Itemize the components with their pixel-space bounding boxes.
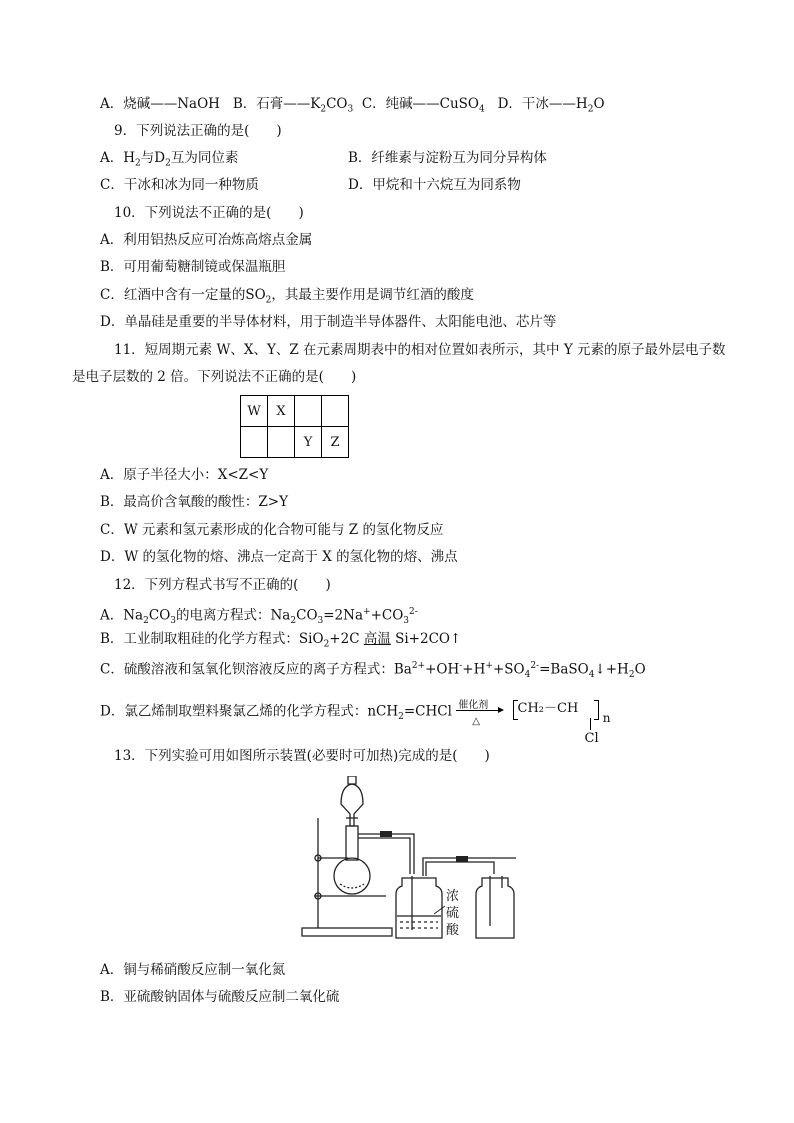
q11-option-c: C．W 元素和氢元素形成的化合物可能与 Z 的氢化物反应 bbox=[100, 522, 444, 538]
q9-option-a: A．$H_2$与$D_2$互为同位素 bbox=[100, 150, 239, 169]
q12-option-d: D．氯乙烯制取塑料聚氯乙烯的化学方程式：nCH$_2$=CHCl 催化剂 △ CH₂－CH n Cl bbox=[100, 700, 611, 746]
apparatus-diagram bbox=[296, 776, 526, 944]
q10-option-a: A．利用铝热反应可冶炼高熔点金属 bbox=[100, 232, 313, 248]
delivery-tube-1 bbox=[358, 834, 414, 874]
q12-stem: 12．下列方程式书写不正确的( ) bbox=[114, 577, 331, 593]
q9-option-b: B．纤维素与淀粉互为同分异构体 bbox=[348, 150, 547, 166]
label-acid: 酸 bbox=[446, 923, 460, 938]
q11-option-d: D．W 的氢化物的熔、沸点一定高于 X 的氢化物的熔、沸点 bbox=[100, 549, 458, 565]
separatory-funnel bbox=[341, 784, 363, 826]
q13-option-b: B．亚硫酸钠固体与硫酸反应制二氧化硫 bbox=[100, 989, 340, 1005]
stand-base bbox=[302, 928, 392, 936]
q11-option-a: A．原子半径大小：X<Z<Y bbox=[100, 467, 269, 483]
q13-stem: 13．下列实验可用如图所示装置(必要时可加热)完成的是( ) bbox=[114, 748, 490, 764]
table-cell: Y bbox=[295, 427, 322, 458]
delivery-tube-1-inner bbox=[358, 838, 410, 874]
q9-stem: 9．下列说法正确的是( ) bbox=[114, 123, 282, 139]
flask-contents bbox=[340, 884, 364, 888]
q10-option-d: D．单晶硅是重要的半导体材料，用于制造半导体器件、太阳能电池、芯片等 bbox=[100, 314, 557, 330]
q8-options: A．烧碱——NaOH B．石膏$——K_2CO_3$ C．纯碱——CuSO$_4$ D．干冰$——H_2O$ bbox=[100, 96, 605, 115]
table-cell bbox=[322, 396, 349, 427]
table-cell bbox=[295, 396, 322, 427]
q12-option-a: A．$Na_2CO_3$的电离方程式：$Na_2CO_3=2Na^++CO_3^{2-}$ bbox=[100, 607, 418, 627]
label-sulfuric: 硫 bbox=[446, 906, 460, 921]
q9-option-c: C．干冰和冰为同一种物质 bbox=[100, 177, 259, 193]
periodic-table-fragment bbox=[240, 395, 349, 458]
q13-option-a: A．铜与稀硝酸反应制一氧化氮 bbox=[100, 962, 286, 978]
label-leader bbox=[434, 906, 445, 914]
q11-stem-line1: 11．短周期元素 W、X、Y、Z 在元素周期表中的相对位置如表所示，其中 Y 元素的原子最外层电子数 bbox=[114, 342, 726, 358]
table-cell: W bbox=[241, 396, 268, 427]
q10-option-b: B．可用葡萄糖制镜或保温瓶胆 bbox=[100, 259, 286, 275]
table-cell: X bbox=[268, 396, 295, 427]
polymer-formula: CH₂－CH n Cl bbox=[513, 700, 611, 724]
q11-stem-line2: 是电子层数的 2 倍。下列说法不正确的是( ) bbox=[72, 369, 357, 385]
reaction-arrow: 催化剂 △ bbox=[456, 703, 504, 721]
table-cell bbox=[268, 427, 295, 458]
table-cell: Z bbox=[322, 427, 349, 458]
q10-stem: 10．下列说法不正确的是( ) bbox=[114, 205, 304, 221]
q11-option-b: B．最高价含氧酸的酸性：Z>Y bbox=[100, 494, 289, 510]
gas-washing-bottle-1 bbox=[396, 878, 442, 938]
table-cell bbox=[241, 427, 268, 458]
rubber-connector bbox=[456, 856, 468, 862]
label-concentrated: 浓 bbox=[446, 889, 460, 904]
q12-option-c: C．硫酸溶液和氢氧化钡溶液反应的离子方程式：$Ba^{2+}+OH^-+H^++SO_4^{2-}=BaSO_4↓+H_2O$ bbox=[100, 661, 646, 681]
delivery-tube-2 bbox=[426, 862, 494, 876]
flask-neck bbox=[346, 826, 358, 860]
delivery-tube-2-outer bbox=[423, 858, 516, 876]
q9-option-d: D．甲烷和十六烷互为同系物 bbox=[348, 177, 521, 193]
rubber-connector bbox=[380, 831, 392, 837]
q12-option-b: B．工业制取粗硅的化学方程式：SiO$_2$+2C 高温 Si+2CO↑ bbox=[100, 631, 462, 650]
reaction-condition: 高温 bbox=[363, 631, 391, 647]
q10-option-c: C．红酒中含有一定量的$SO_2$，其最主要作用是调节红酒的酸度 bbox=[100, 287, 474, 306]
funnel-stopper bbox=[348, 776, 356, 784]
collection-bottle bbox=[476, 878, 514, 938]
